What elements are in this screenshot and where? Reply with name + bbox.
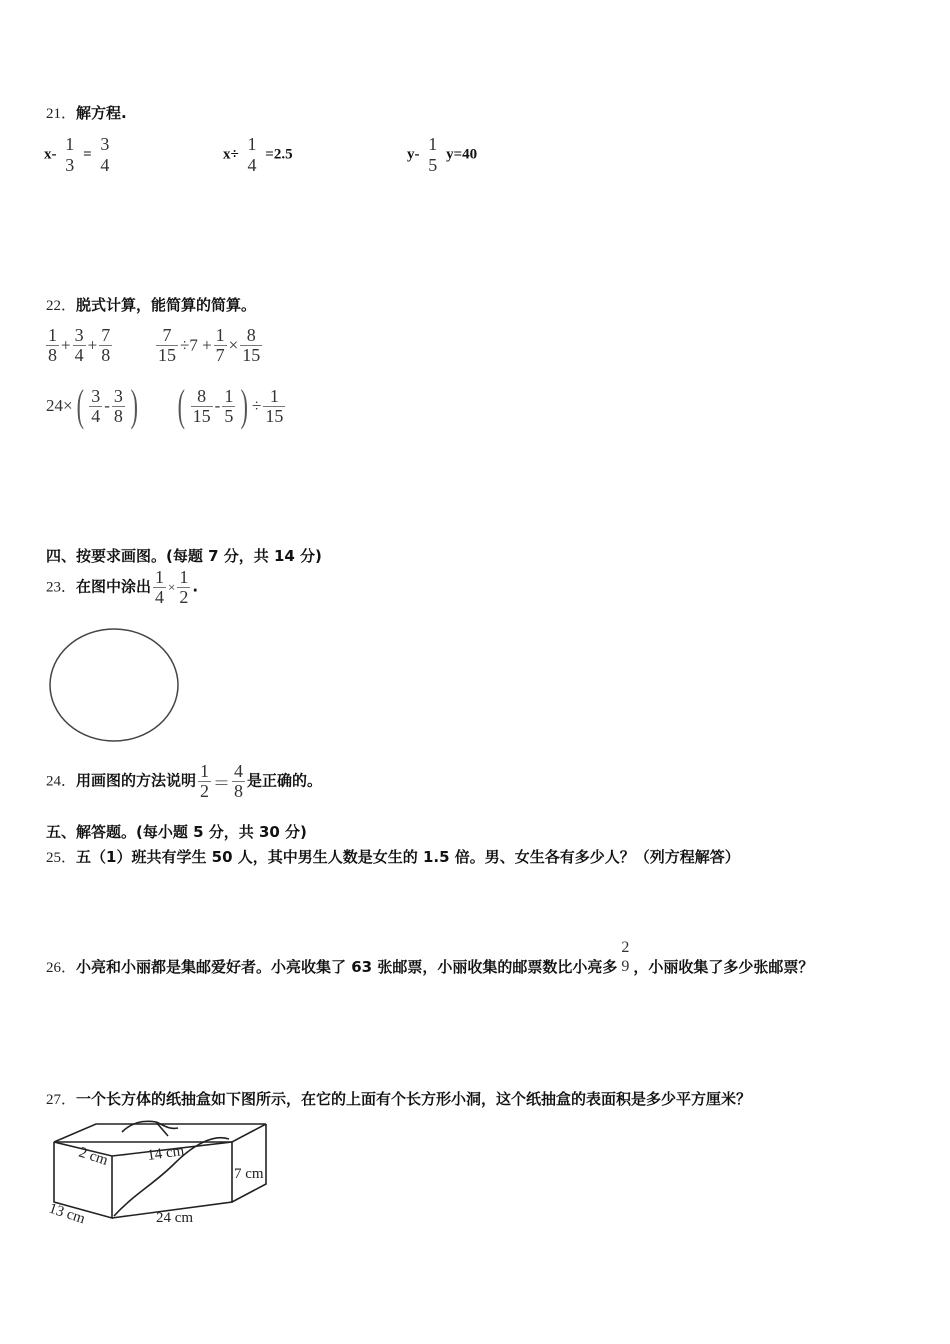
q22-expression-1: $\frac{1}{8}$ + $\frac{3}{4}$ + $\frac{7}{8}$ <box>48 325 111 365</box>
fraction: 1 5 <box>428 134 438 175</box>
q22-expression-3: 24×( $\frac{3}{4}$ - $\frac{3}{8}$ ) <box>46 381 138 430</box>
label-2cm: 2 cm <box>76 1144 110 1169</box>
q22-heading <box>46 294 256 315</box>
fraction: $\frac{1}{2}$ <box>179 567 189 607</box>
fraction: 2 9 <box>621 939 630 975</box>
fraction: $\frac{3}{8}$ <box>113 385 123 426</box>
q23: 23．在图中涂出 $\frac{1}{4}$ × $\frac{1}{2}$ . <box>46 567 199 607</box>
section-4-title: 四、按要求画图。(每题 7 分，共 14 分) <box>46 547 322 565</box>
q25: 25．五（1）班共有学生 50 人，其中男生人数是女生的 1.5 倍。男、女生各有多少人？（列方程解答） <box>46 848 740 866</box>
fraction: 3 4 <box>100 134 110 175</box>
fraction: $\frac{1}{4}$ <box>155 567 165 607</box>
fraction: $\frac{8}{15}$ <box>192 385 211 426</box>
fraction: 1 3 <box>65 134 75 175</box>
section-5-title: 五、解答题。(每小题 5 分，共 30 分) <box>46 823 307 841</box>
q22-number: 22． <box>46 298 77 314</box>
q21-equation-2: x÷ 1 4 =2.5 <box>223 134 293 175</box>
fraction: $\frac{1}{7}$ <box>215 325 225 365</box>
q22-title: 脱式计算，能简算的简算。 <box>76 296 257 314</box>
q21-heading <box>46 102 127 123</box>
q24: 24．用画图的方法说明 $\frac{1}{2}$ ＝ $\frac{4}{8}$ 是正确的。 <box>46 761 323 801</box>
q22-expression-4: ( $\frac{8}{15}$ - $\frac{1}{5}$ ) ÷ $\frac{1}{15}$ <box>177 381 284 430</box>
label-24cm: 24 cm <box>156 1210 194 1226</box>
label-7cm: 7 cm <box>234 1166 264 1182</box>
fraction: $\frac{3}{4}$ <box>91 385 101 426</box>
fraction: 1 4 <box>247 134 257 175</box>
fraction: $\frac{4}{8}$ <box>234 761 244 801</box>
fraction: $\frac{1}{5}$ <box>224 385 234 426</box>
fraction: $\frac{7}{8}$ <box>101 325 111 365</box>
q21-equation-3: y- 1 5 y=40 <box>407 134 478 175</box>
q21-title: 解方程. <box>76 104 127 122</box>
q27: 27．一个长方体的纸抽盒如下图所示，在它的上面有个长方形小洞，这个纸抽盒的表面积是多少平方厘米？ <box>46 1090 752 1108</box>
q21-equation-1: x- 1 3 = 3 4 <box>44 134 110 175</box>
fraction: $\frac{1}{15}$ <box>265 385 284 426</box>
fraction: $\frac{3}{4}$ <box>74 325 84 365</box>
q22-expression-2: $\frac{7}{15}$ ÷7 + $\frac{1}{7}$ × $\frac{8}{15}$ <box>158 325 261 365</box>
fraction: $\frac{8}{15}$ <box>242 325 261 365</box>
fraction: $\frac{7}{15}$ <box>158 325 176 365</box>
label-13cm: 13 cm <box>46 1200 87 1228</box>
label-14cm: 14 cm <box>146 1142 186 1164</box>
q21-number: 21． <box>46 106 77 122</box>
tissue-box-figure <box>44 1114 284 1232</box>
circle-figure <box>46 626 182 746</box>
fraction: $\frac{1}{2}$ <box>200 761 210 801</box>
fraction: $\frac{1}{8}$ <box>48 325 57 365</box>
q26: 26．小亮和小丽都是集邮爱好者。小亮收集了 63 张邮票，小丽收集的邮票数比小亮多 2 9 ，小丽收集了多少张邮票？ <box>46 939 814 976</box>
